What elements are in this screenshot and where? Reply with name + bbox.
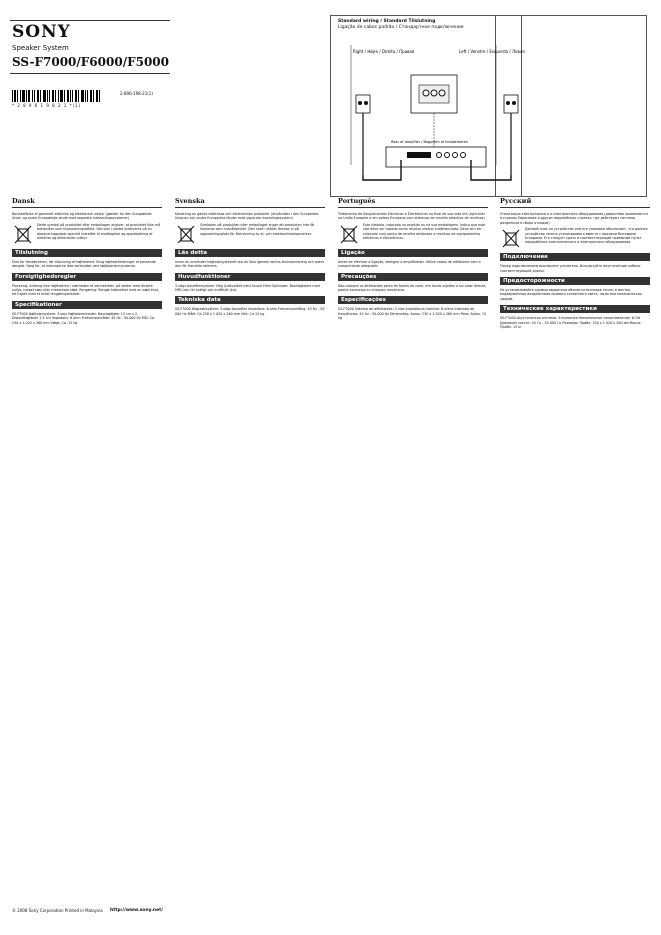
column-dansk xyxy=(12,197,162,327)
crossed-bin-icon xyxy=(175,223,197,245)
section-text: Перед подключением выключите усилитель. Используйте акустические кабели соответствующей длины. xyxy=(500,264,641,273)
amplifier-terminal-closeup xyxy=(411,75,457,113)
model-title: SS-F7000/F6000/F5000 xyxy=(12,55,170,69)
weee-intro: Bortskaffelse af gammelt elektrisk og elektronisk udstyr (gælder for den Europæiske Union og andre Europæiske lande med separate indsamlingssystemer) xyxy=(12,212,152,221)
column-portugues xyxy=(338,197,488,323)
section-head: Подключение xyxy=(500,253,650,261)
column-rule xyxy=(338,207,488,208)
section-text: Sluk for forstærkeren, før tilslutning af højttalerne. Brug højttalerledninger af passende længde. Sørg for, at ledningerne ikke kortslutter ved højttalerterminalerne. xyxy=(12,259,156,269)
section-text: SS-F7000 Højttalersystem: 3-vejs Højttalerenheder: Basshøjttaler 13 cm x 2, Diskanthøjttaler 2,5 cm Impedans: 6 ohm Frekvensområde: 45 Hz - 50.000 Hz Mål: Ca. 230 x 1.020 x 260 mm Vægt: Ca. 15 kg xyxy=(12,311,156,325)
section-head: Ligação xyxy=(338,249,488,257)
barcode-number: * 2 8 9 6 1 9 8 2 1 *(1) xyxy=(12,103,82,108)
section-head: Läs detta xyxy=(175,249,325,257)
column-title: Português xyxy=(338,197,376,205)
section-head: Especificações xyxy=(338,296,488,304)
section-text: Placering: Anbring ikke højttalerne i nærheden af varmekilder, på steder med direkte sollys, meget støv eller mekaniske stød. Rengøring: Rengør kabinettet med en blød klud, let fugtet med et mildt rengøringsmiddel. xyxy=(12,283,159,297)
crossed-bin-icon xyxy=(500,227,522,249)
weee-text: Symbolen på produkten eller emballaget anger att produkten inte får hanteras som hushållsavfall. Den skall i stället lämnas in på uppsamlingsplats för återvinning av el- och elektronikkomponenter. xyxy=(200,222,315,236)
diagram-title xyxy=(338,19,518,31)
section-head: Specifikationer xyxy=(12,301,162,309)
section-text: SS-F7000 Högtalarsystem: 3-vägs basreflex Impedans: 6 ohm Frekvensomfång: 45 Hz - 50 000 Hz Mått: Ca 230 x 1 020 x 260 mm Vikt: Ca 15 kg xyxy=(175,307,325,316)
diagram-label-amp: Rear of amplifier / Bagsiden af forstærkeren xyxy=(391,140,468,144)
diagram-title-line: Ligação de cabos padrão / Стандартное подключение xyxy=(338,25,464,30)
diagram-label-right: Right / Højre / Direita / Правая xyxy=(353,49,415,54)
section-text: Antes de efectuar a ligação, desligue o amplificador. Utilize cabos de altifalante com o comprimento adequado. xyxy=(338,259,481,269)
section-text: SS-F7000 Акустическая система: 3-полосная Номинальное сопротивление: 6 Ом Диапазон частот: 45 Гц - 50 000 Гц Размеры: Прибл. 230 x 1 020 x 260 мм Масса: Прибл. 15 кг xyxy=(500,316,642,330)
column-svenska xyxy=(175,197,325,318)
section-text: Не устанавливайте громкоговорители вблизи источников тепла, в местах, подверженных воздействию прямого солнечного света, пыли или механических ударов. xyxy=(500,288,642,301)
section-head: Технические характеристики xyxy=(500,305,650,313)
left-speaker-illustration xyxy=(504,95,518,175)
section-head: Precauções xyxy=(338,273,488,281)
section-text: 3-vägs basreflexsystem. Hög ljudkvalitet med Sound Field Optimizer. Bashögtalare med MRC-kon för tydligt och kraftfullt ljud. xyxy=(175,283,320,293)
weee-block xyxy=(175,223,325,245)
header-bottom-rule xyxy=(10,73,170,74)
section-head: Tilslutning xyxy=(12,249,162,257)
weee-block xyxy=(500,227,650,249)
section-head: Tekniska data xyxy=(175,296,325,304)
column-rule xyxy=(500,207,650,208)
weee-text: Данный знак на устройстве или его упаковке обозначает, что данное устройство нельзя утилизировать вместе с прочими бытовыми отходами. Его следует сдать в соответствующий приемный пункт переработки электрического и электронного оборудования. xyxy=(525,227,648,245)
header-top-rule xyxy=(10,20,170,21)
product-type: Speaker System xyxy=(12,44,69,52)
wiring-illustration xyxy=(331,35,641,185)
barcode-image xyxy=(12,90,102,102)
weee-block xyxy=(338,223,488,245)
section-head: Forsigtighedsregler xyxy=(12,273,162,281)
diagram-label-left: Left / Venstre / Esquerda / Левая xyxy=(459,49,525,54)
crossed-bin-icon xyxy=(12,223,34,245)
column-russian xyxy=(500,197,650,331)
column-title: Svenska xyxy=(175,197,205,205)
section-text: Innan du använder högtalarsystemet ska du läsa igenom denna bruksanvisning och spara den för framtida referens. xyxy=(175,259,324,269)
footer-url-link[interactable]: http://www.sony.net/ xyxy=(110,908,163,913)
weee-text: Dette symbol på produktet eller emballagen angiver, at produktet ikke må behandles som husholdningsaffald. Det skal i stedet indleveres på en deponeringsplads specielt indrettet til modtagelse og oparbejdning af elektrisk og elektronisk udstyr. xyxy=(37,222,161,241)
weee-text: Este símbolo, colocado no produto ou na sua embalagem, indica que este não deve ser tratado como resíduo urbano indiferenciado. Deve sim ser colocado num ponto de recolha destinado a resíduos de equipamentos eléctricos e electrónicos. xyxy=(363,222,486,241)
weee-intro: Утилизация электрического и электронного оборудования (директива применяется в странах Евросоюза и других европейских странах, где действуют системы раздельного сбора отходов) xyxy=(500,212,648,225)
footer-copyright: © 2008 Sony Corporation Printed in Malaysia xyxy=(12,908,103,913)
weee-block xyxy=(12,223,162,245)
section-text: SS-F7000 Sistema de altifalantes: 3 vias Impedância nominal: 6 ohms Intervalo de frequências: 45 Hz - 50.000 Hz Dimensões: Aprox. 230 x 1.020 x 260 mm Peso: Aprox. 15 kg xyxy=(338,307,487,321)
diagram-title-line: Standard wiring / Standard Tilslutning xyxy=(338,19,436,24)
column-title: Русский xyxy=(500,197,532,205)
crossed-bin-icon xyxy=(338,223,360,245)
column-rule xyxy=(12,207,162,208)
weee-intro: Tratamento de Equipamentos Eléctricos e Electrónicos no final da sua vida útil (Aplicável na União Europeia e em países Europeus com sistemas de recolha selectiva de resíduos) xyxy=(338,212,485,221)
section-head: Huvudfunktioner xyxy=(175,273,325,281)
right-speaker-illustration xyxy=(356,95,370,175)
column-title: Dansk xyxy=(12,197,35,205)
part-number: 2-896-198-21(1) xyxy=(120,91,153,96)
sony-logo: SONY xyxy=(12,22,71,42)
section-head: Предосторожности xyxy=(500,277,650,285)
section-text: Não coloque os altifalantes perto de fontes de calor, em locais sujeitos a luz solar directa, poeira excessiva ou choques mecânicos. xyxy=(338,283,487,293)
weee-intro: Kassering av gamla elektriska och elektroniska produkter (Användbar i den Europeiska Unionen och andra Europeiska länder med separata insamlingssystem) xyxy=(175,212,319,221)
column-rule xyxy=(175,207,325,208)
